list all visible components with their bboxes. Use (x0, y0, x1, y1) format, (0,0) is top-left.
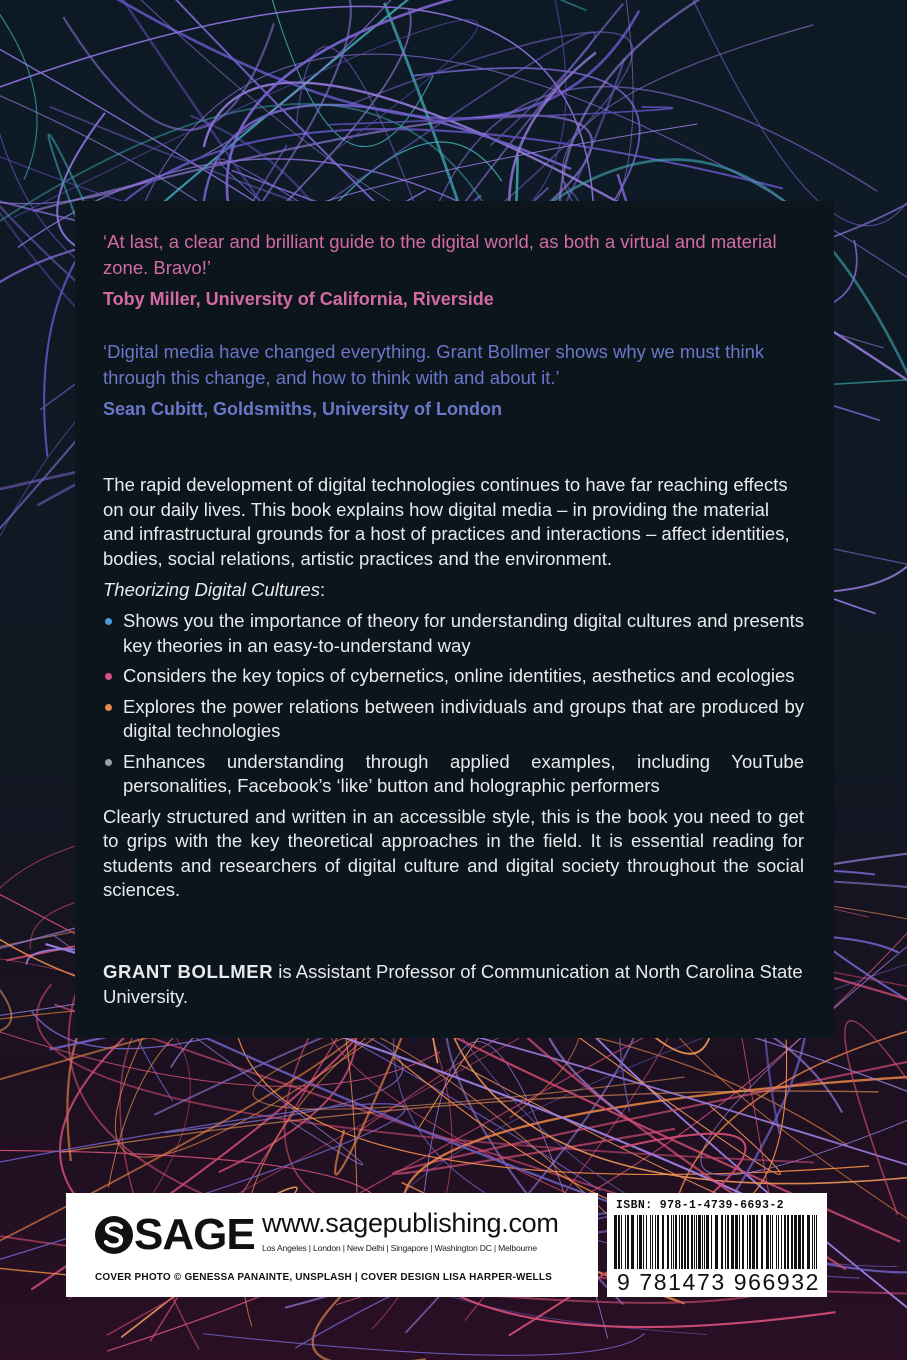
sage-logo (95, 1210, 255, 1259)
isbn-digits: 9 781473 966932 (617, 1269, 821, 1295)
barcode-icon (614, 1215, 820, 1271)
feature-list (103, 609, 804, 799)
list-item (103, 695, 804, 744)
endorsement-quote-2: ‘Digital media have changed everything. Grant Bollmer shows why we must think through this change, and how to think with and about it.’ (103, 341, 765, 388)
publisher-strip (66, 1193, 598, 1297)
publisher-cities: Los Angeles | London | New Delhi | Singapore | Washington DC | Melbourne (262, 1243, 537, 1253)
list-item-text: Enhances understanding through applied examples, including YouTube personalities, Facebook’s ‘like’ button and holographic performers (123, 750, 804, 796)
endorsement-attribution-1: Toby Miller, University of California, Riverside (103, 289, 494, 309)
bullet-dot-icon (105, 759, 112, 766)
book-title-line (103, 577, 804, 603)
sage-s-icon (95, 1216, 133, 1254)
bullet-dot-icon (105, 704, 112, 711)
list-item (103, 609, 804, 658)
closing-paragraph: Clearly structured and written in an accessible style, this is the book you need to get to grips with the key theoretical approaches in the field. It is essential reading for students and researchers of digital culture and digital society throughout the social sciences. (103, 805, 804, 900)
endorsement-attribution-2: Sean Cubitt, Goldsmiths, University of London (103, 399, 503, 419)
title-colon: : (319, 579, 326, 600)
book-title: Theorizing Digital Cultures (103, 579, 320, 600)
list-item (103, 664, 804, 689)
blurb-panel (75, 201, 834, 1038)
list-item (103, 750, 804, 799)
isbn-label: ISBN: 978-1-4739-6693-2 (616, 1199, 784, 1212)
author-bio (103, 959, 804, 1009)
cover-credits: COVER PHOTO © GENESSA PANAINTE, UNSPLASH | COVER DESIGN LISA HARPER-WELLS (95, 1272, 553, 1283)
isbn-barcode-box (607, 1193, 827, 1297)
list-item-text: Considers the key topics of cybernetics, online identities, aesthetics and ecologies (123, 665, 795, 686)
list-item-text: Shows you the importance of theory for understanding digital cultures and presents key theories in an easy-to-understand way (123, 610, 804, 656)
publisher-url[interactable]: www.sagepublishing.com (262, 1208, 559, 1238)
author-bio-text: is Assistant Professor of Communication at North Carolina State University. (103, 960, 803, 1007)
endorsement-quote-1: ‘At last, a clear and brilliant guide to the digital world, as both a virtual and material zone. Bravo!’ (103, 231, 777, 278)
bullet-dot-icon (105, 618, 112, 625)
author-name: GRANT BOLLMER (103, 960, 274, 982)
list-item-text: Explores the power relations between individuals and groups that are produced by digital technologies (123, 695, 804, 741)
intro-paragraph: The rapid development of digital technologies continues to have far reaching effects on our daily lives. This book explains how digital media – in providing the material and infrastructural grounds for a host of practices and interactions – affect identities, bodies, social relations, artistic practices and the environment. (103, 474, 790, 569)
sage-logo-text: SAGE (134, 1210, 255, 1259)
bullet-dot-icon (105, 673, 112, 680)
